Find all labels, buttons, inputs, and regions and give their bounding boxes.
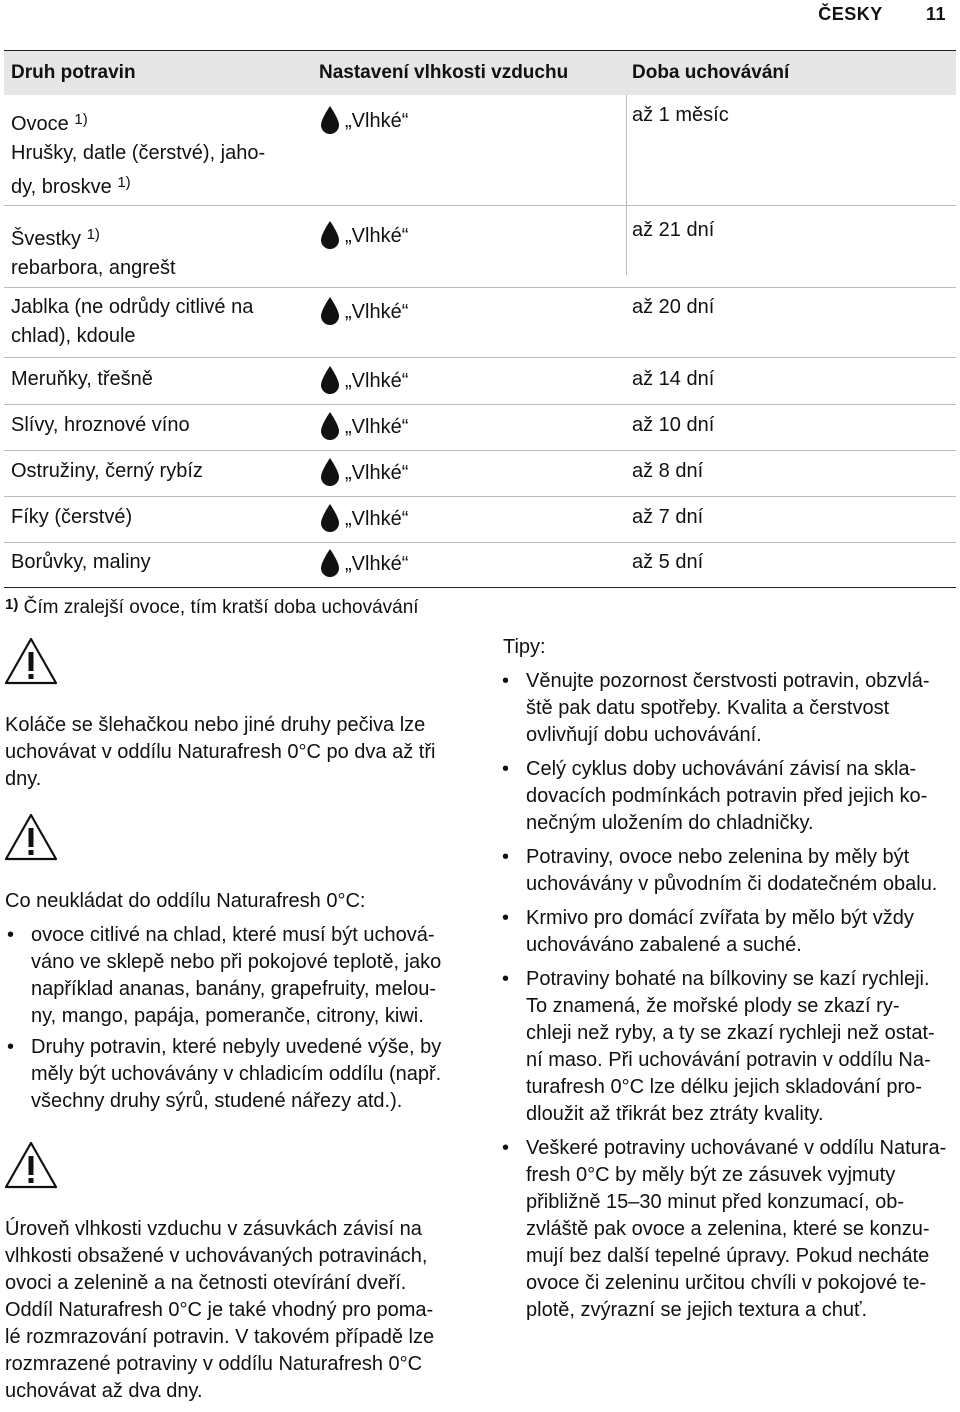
table-row <box>4 216 956 286</box>
row-divider <box>4 496 956 497</box>
footnote-text: Čím zralejší ovoce, tím kratší doba uchovávání <box>23 597 419 618</box>
row-name-line: Fíky (čerstvé) <box>11 506 133 528</box>
table-row <box>4 503 956 541</box>
humidity-setting: „Vlhké“ <box>345 553 409 575</box>
text-line: zvláště pak ovoce a zelenina, které se konzu- <box>526 1218 930 1240</box>
column-header-food: Druh potravin <box>11 62 136 83</box>
text-line: • Potraviny, ovoce nebo zelenina by měly být <box>526 846 910 868</box>
language-label: ČESKY <box>818 4 883 24</box>
row-name-line: Jablka (ne odrůdy citlivé na <box>11 296 254 318</box>
page-header <box>818 4 946 25</box>
text-line: • Potraviny bohaté na bílkoviny se kazí rychleji. <box>526 968 930 990</box>
row-divider <box>4 404 956 405</box>
storage-duration: až 5 dní <box>632 551 704 573</box>
storage-duration: až 8 dní <box>632 460 704 482</box>
text-line: • Věnujte pozornost čerstvosti potravin, obzvlá- <box>526 670 930 692</box>
text-line: ovoce či zeleninu určitou chvíli v pokojové te- <box>526 1272 927 1294</box>
text-line: například ananas, banány, grapefruity, melou- <box>31 978 437 1000</box>
text-line: uchovávat až dva dny. <box>5 1380 203 1402</box>
text-line: váno ve sklepě nebo při pokojové teplotě, jako <box>31 951 442 973</box>
water-drop-icon <box>319 548 341 578</box>
list-item <box>500 1135 955 1324</box>
humidity-setting: „Vlhké“ <box>345 370 409 392</box>
text-line: ště pak datu spotřeby. Kvalita a čerstvost <box>526 697 890 719</box>
text-line: dloužit až třikrát bez ztráty kvality. <box>526 1103 824 1125</box>
tips-heading: Tipy: <box>503 636 546 658</box>
table-row <box>4 101 956 201</box>
list-item <box>500 966 955 1128</box>
table-header <box>4 51 956 95</box>
list-item <box>500 668 955 749</box>
row-name-line: Meruňky, třešně <box>11 368 153 390</box>
text-line: Oddíl Naturafresh 0°C je také vhodný pro poma- <box>5 1299 434 1321</box>
column-header-humidity: Nastavení vlhkosti vzduchu <box>319 62 569 83</box>
do-not-store-list <box>5 922 475 1119</box>
humidity-setting: „Vlhké“ <box>345 416 409 438</box>
row-name-line: chlad), kdoule <box>11 325 136 347</box>
table-row <box>4 365 956 403</box>
row-name-line: Ovoce <box>11 113 69 135</box>
footnote-mark: 1) <box>5 596 19 613</box>
storage-duration: až 21 dní <box>632 219 715 241</box>
text-line: ovlivňují dobu uchovávání. <box>526 724 762 746</box>
row-name-line: Hrušky, datle (čerstvé), jaho- <box>11 142 266 164</box>
row-name-line: Švestky <box>11 228 82 250</box>
water-drop-icon <box>319 220 341 250</box>
storage-table <box>4 50 956 588</box>
water-drop-icon <box>319 296 341 326</box>
text-line: • ovoce citlivé na chlad, které musí být uchová- <box>31 924 435 946</box>
text-line: měly být uchovávány v chladicím oddílu (např. <box>31 1063 442 1085</box>
text-line: turafresh 0°C lze délku jejich skladování pro- <box>526 1076 922 1098</box>
text-line: plotě, zvýrazní se jejich textura a chuť. <box>526 1299 867 1321</box>
row-divider <box>4 205 956 206</box>
storage-duration: až 7 dní <box>632 506 704 528</box>
tips-list <box>500 668 955 1331</box>
humidity-setting: „Vlhké“ <box>345 508 409 530</box>
text-line: • Celý cyklus doby uchovávání závisí na skla- <box>526 758 917 780</box>
row-divider <box>4 357 956 358</box>
text-line: To znamená, že mořské plody se zkazí ry- <box>526 995 900 1017</box>
text-line: ní maso. Při uchovávání potravin v oddílu Na- <box>526 1049 931 1071</box>
warning-icon <box>3 636 59 686</box>
water-drop-icon <box>319 365 341 395</box>
humidity-setting: „Vlhké“ <box>345 462 409 484</box>
footnote-mark: 1) <box>86 226 100 243</box>
humidity-setting: „Vlhké“ <box>345 110 409 132</box>
table-row <box>4 291 956 356</box>
row-divider <box>4 287 956 288</box>
storage-duration: až 14 dní <box>632 368 715 390</box>
text-line: ovoci a zelenině a na četnosti otevírání dveří. <box>5 1272 407 1294</box>
text-line: uchovávat v oddílu Naturafresh 0°C po dva až tři <box>5 741 436 763</box>
text-line: nečným uložením do chladničky. <box>526 812 814 834</box>
text-line: lé rozmrazování potravin. V takovém případě lze <box>5 1326 435 1348</box>
row-name-line: Slívy, hroznové víno <box>11 414 190 436</box>
row-name-line: rebarbora, angrešt <box>11 257 176 279</box>
table-row <box>4 411 956 449</box>
list-item <box>500 844 955 898</box>
column-header-duration: Doba uchovávání <box>632 62 790 83</box>
text-line: dny. <box>5 768 42 790</box>
text-line: dovacích podmínkách potravin před jejich ko- <box>526 785 928 807</box>
text-line: chleji než ryby, a ty se zkazí rychleji než ostat- <box>526 1022 935 1044</box>
text-line: rozmrazené potraviny v oddílu Naturafresh 0°C <box>5 1353 423 1375</box>
text-line: • Druhy potravin, které nebyly uvedené výše, by <box>31 1036 442 1058</box>
text-line: všechny druhy sýrů, studené nářezy atd.). <box>31 1090 403 1112</box>
water-drop-icon <box>319 503 341 533</box>
list-item <box>500 756 955 837</box>
warning-icon <box>3 812 59 862</box>
storage-duration: až 20 dní <box>632 296 715 318</box>
humidity-setting: „Vlhké“ <box>345 225 409 247</box>
warning-icon <box>3 1140 59 1190</box>
table-row <box>4 457 956 495</box>
row-divider <box>4 450 956 451</box>
warning-text-humidity <box>5 1216 475 1405</box>
page-number: 11 <box>925 4 946 24</box>
text-line: fresh 0°C by měly být ze zásuvek vyjmuty <box>526 1164 896 1186</box>
row-name-line: Borůvky, maliny <box>11 551 151 573</box>
footnote-mark: 1) <box>74 111 88 128</box>
storage-duration: až 1 měsíc <box>632 104 729 126</box>
warning-text-cakes <box>5 712 475 793</box>
text-line: ny, mango, papája, pomeranče, citrony, kiwi. <box>31 1005 424 1027</box>
water-drop-icon <box>319 105 341 135</box>
text-line: uchovávány v původním či dodatečném obalu. <box>526 873 938 895</box>
row-name-line: dy, broskve <box>11 176 112 198</box>
footnote-mark: 1) <box>117 174 131 191</box>
list-item <box>5 1034 475 1115</box>
text-line: vlhkosti obsažené v uchovávaných potravinách, <box>5 1245 428 1267</box>
warning-intro: Co neukládat do oddílu Naturafresh 0°C: <box>5 890 366 912</box>
list-item <box>500 905 955 959</box>
table-footnote <box>5 596 419 619</box>
text-line: přibližně 15–30 minut před konzumací, ob- <box>526 1191 904 1213</box>
text-line: • Veškeré potraviny uchovávané v oddílu Natura- <box>526 1137 947 1159</box>
text-line: • Krmivo pro domácí zvířata by mělo být vždy <box>526 907 914 929</box>
water-drop-icon <box>319 411 341 441</box>
row-name-line: Ostružiny, černý rybíz <box>11 460 203 482</box>
storage-duration: až 10 dní <box>632 414 715 436</box>
humidity-setting: „Vlhké“ <box>345 301 409 323</box>
text-line: uchováváno zabalené a suché. <box>526 934 802 956</box>
text-line: mují bez další tepelné úpravy. Pokud necháte <box>526 1245 930 1267</box>
water-drop-icon <box>319 457 341 487</box>
text-line: Úroveň vlhkosti vzduchu v zásuvkách závisí na <box>5 1218 422 1240</box>
row-divider <box>4 542 956 543</box>
list-item <box>5 922 475 1030</box>
text-line: Koláče se šlehačkou nebo jiné druhy pečiva lze <box>5 714 426 736</box>
table-row <box>4 548 956 586</box>
